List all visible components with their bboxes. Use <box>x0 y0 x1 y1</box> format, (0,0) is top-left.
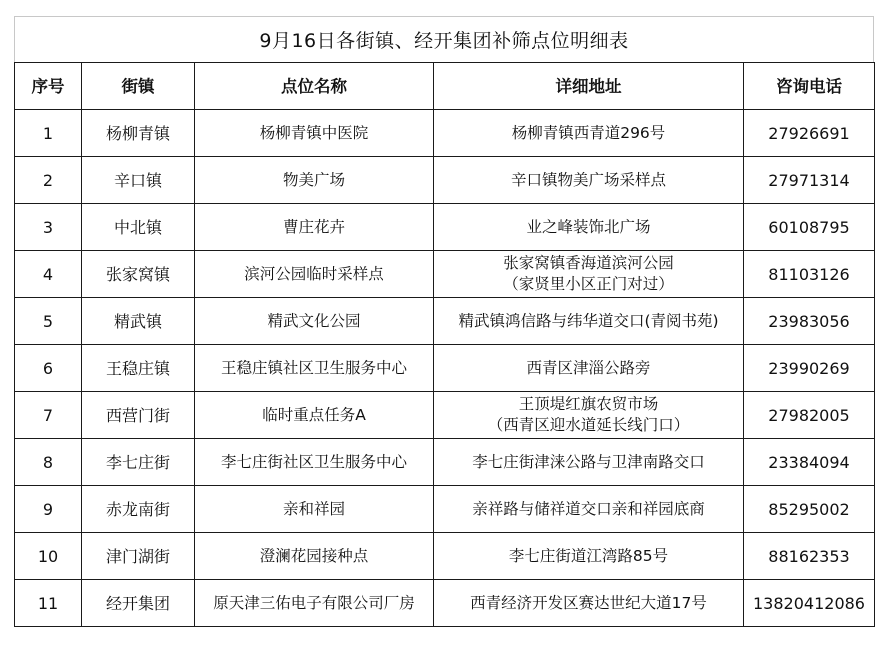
address-line: 辛口镇物美广场采样点 <box>510 170 666 189</box>
cell-place: 原天津三佑电子有限公司厂房 <box>195 580 434 627</box>
cell-town: 张家窝镇 <box>82 251 195 298</box>
address-line: 李七庄街津涞公路与卫津南路交口 <box>472 452 705 471</box>
cell-phone: 60108795 <box>744 204 875 251</box>
header-row <box>15 63 875 110</box>
cell-phone: 13820412086 <box>744 580 875 627</box>
cell-address <box>434 110 744 157</box>
table-row <box>15 486 875 533</box>
cell-place: 李七庄街社区卫生服务中心 <box>195 439 434 486</box>
cell-no: 11 <box>15 580 82 627</box>
header-town: 街镇 <box>82 63 195 110</box>
cell-no: 2 <box>15 157 82 204</box>
address-line: 西青经济开发区赛达世纪大道17号 <box>470 593 707 612</box>
cell-phone: 88162353 <box>744 533 875 580</box>
address-line: 李七庄街道江湾路85号 <box>508 546 669 565</box>
cell-town: 王稳庄镇 <box>82 345 195 392</box>
cell-no: 7 <box>15 392 82 439</box>
cell-address <box>434 580 744 627</box>
cell-address <box>434 204 744 251</box>
cell-phone: 27982005 <box>744 392 875 439</box>
cell-address <box>434 345 744 392</box>
table-row <box>15 298 875 345</box>
table-row <box>15 580 875 627</box>
table-row <box>15 392 875 439</box>
cell-town: 津门湖街 <box>82 533 195 580</box>
header-address: 详细地址 <box>434 63 744 110</box>
cell-place: 精武文化公园 <box>195 298 434 345</box>
cell-no: 4 <box>15 251 82 298</box>
cell-town: 精武镇 <box>82 298 195 345</box>
cell-no: 5 <box>15 298 82 345</box>
cell-no: 10 <box>15 533 82 580</box>
cell-place: 杨柳青镇中医院 <box>195 110 434 157</box>
cell-address <box>434 533 744 580</box>
cell-address <box>434 251 744 298</box>
table-row <box>15 110 875 157</box>
cell-phone: 81103126 <box>744 251 875 298</box>
cell-place: 临时重点任务A <box>195 392 434 439</box>
table-title: 9月16日各街镇、经开集团补筛点位明细表 <box>14 16 874 62</box>
cell-address <box>434 392 744 439</box>
cell-town: 辛口镇 <box>82 157 195 204</box>
cell-phone: 27971314 <box>744 157 875 204</box>
cell-town: 经开集团 <box>82 580 195 627</box>
table-row <box>15 345 875 392</box>
table-row <box>15 204 875 251</box>
cell-phone: 23384094 <box>744 439 875 486</box>
address-line: （西青区迎水道延长线门口） <box>487 416 690 434</box>
cell-no: 3 <box>15 204 82 251</box>
cell-place: 王稳庄镇社区卫生服务中心 <box>195 345 434 392</box>
cell-place: 物美广场 <box>195 157 434 204</box>
cell-town: 李七庄街 <box>82 439 195 486</box>
table-body <box>15 110 875 627</box>
screening-points-table <box>14 62 875 627</box>
cell-address <box>434 298 744 345</box>
header-phone: 咨询电话 <box>744 63 875 110</box>
cell-phone: 27926691 <box>744 110 875 157</box>
address-line: 杨柳青镇西青道296号 <box>511 123 666 142</box>
cell-place: 滨河公园临时采样点 <box>195 251 434 298</box>
cell-phone: 23983056 <box>744 298 875 345</box>
address-line: （家贤里小区正门对过） <box>503 275 674 293</box>
cell-place: 曹庄花卉 <box>195 204 434 251</box>
address-line: 精武镇鸿信路与纬华道交口(青阅书苑) <box>458 311 719 330</box>
cell-no: 9 <box>15 486 82 533</box>
table-row <box>15 251 875 298</box>
header-no: 序号 <box>15 63 82 110</box>
cell-place: 亲和祥园 <box>195 486 434 533</box>
cell-address <box>434 157 744 204</box>
cell-town: 西营门街 <box>82 392 195 439</box>
table-row <box>15 157 875 204</box>
header-place: 点位名称 <box>195 63 434 110</box>
address-line: 亲祥路与储祥道交口亲和祥园底商 <box>472 499 705 518</box>
cell-town: 中北镇 <box>82 204 195 251</box>
cell-address <box>434 439 744 486</box>
cell-town: 杨柳青镇 <box>82 110 195 157</box>
address-line: 业之峰装饰北广场 <box>526 217 651 236</box>
cell-town: 赤龙南街 <box>82 486 195 533</box>
address-line: 张家窝镇香海道滨河公园 <box>503 254 674 272</box>
document-sheet <box>14 16 874 627</box>
cell-no: 6 <box>15 345 82 392</box>
cell-phone: 85295002 <box>744 486 875 533</box>
cell-place: 澄澜花园接种点 <box>195 533 434 580</box>
cell-no: 8 <box>15 439 82 486</box>
cell-phone: 23990269 <box>744 345 875 392</box>
table-row <box>15 533 875 580</box>
cell-address <box>434 486 744 533</box>
table-row <box>15 439 875 486</box>
address-line: 西青区津淄公路旁 <box>526 358 651 377</box>
cell-no: 1 <box>15 110 82 157</box>
address-line: 王顶堤红旗农贸市场 <box>518 395 659 413</box>
